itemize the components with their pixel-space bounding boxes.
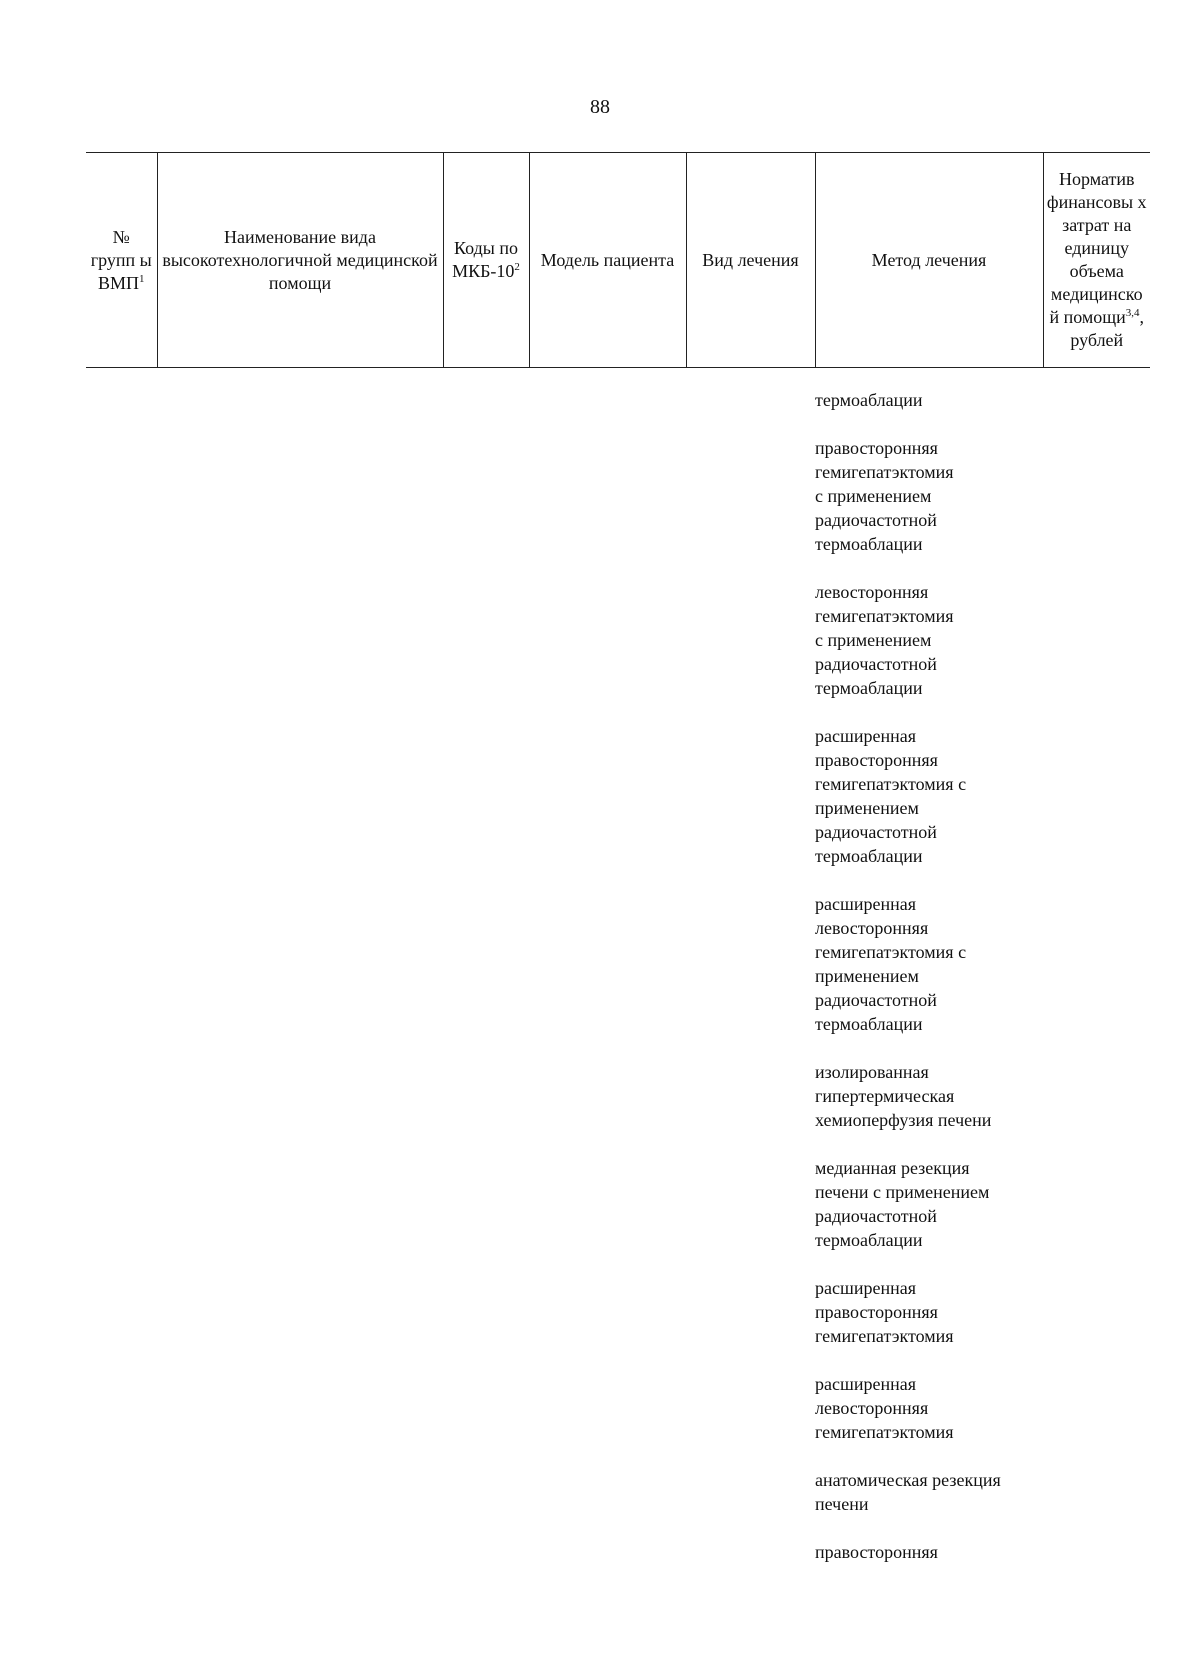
header-care-type-text: Наименование вида высокотехнологичной медицинской помощи [162,226,438,293]
method-item: расширенная левосторонняя гемигепатэктомия с применением радиочастотной термоаблации [815,894,967,1034]
method-item: правосторонняя гемигепатэктомия с применением радиочастотной термоаблации [815,438,954,554]
method-item: медианная резекция печени с применением радиочастотной термоаблации [815,1158,990,1250]
header-icd-codes [443,153,529,368]
header-cost-standard [1043,153,1150,368]
method-item: анатомическая резекция печени [815,1470,1001,1514]
header-patient-model [529,153,686,368]
method-item: расширенная правосторонняя гемигепатэктомия с применением радиочастотной термоаблации [815,726,967,866]
method-item: термоаблации [815,390,923,410]
header-icd-codes-text: Коды по МКБ-10 [452,238,518,281]
header-cost-standard-text: Норматив финансовы х затрат на единицу объема медицинско й помощи [1046,169,1147,327]
footnote-ref: 1 [139,272,145,285]
header-table [86,152,1150,368]
method-item: расширенная правосторонняя гемигепатэктомия [815,1278,954,1346]
method-item: левосторонняя гемигепатэктомия с применением радиочастотной термоаблации [815,582,954,698]
method-item: расширенная левосторонняя гемигепатэктомия [815,1374,954,1442]
footnote-ref: 2 [514,261,520,273]
header-care-type [157,153,443,368]
header-treatment-type-text: Вид лечения [702,249,799,270]
header-treatment-method-text: Метод лечения [871,249,987,270]
header-treatment-method [815,153,1043,368]
page-number: 88 [590,96,610,118]
treatment-methods-list [815,388,1045,1588]
method-item: изолированная гипертермическая хемиоперфузия печени [815,1062,992,1130]
header-treatment-type [686,153,815,368]
header-patient-model-text: Модель пациента [540,249,675,270]
header-group-number [86,153,157,368]
footnote-ref: 3,4 [1125,307,1140,319]
header-group-number-text: № групп ы ВМП [90,226,152,293]
method-item: правосторонняя [815,1542,938,1562]
header-cost-standard-unit: , рублей [1070,307,1145,350]
